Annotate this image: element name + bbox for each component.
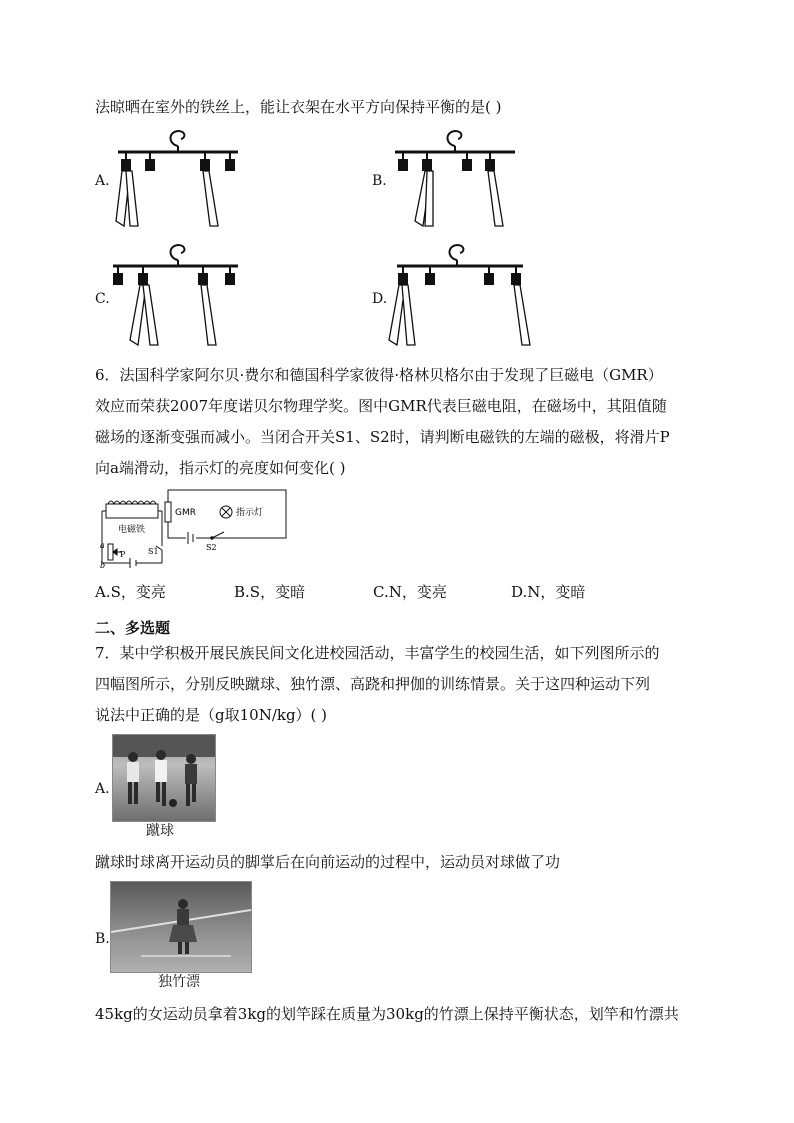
q7-option-a-text: 蹴球时球离开运动员的脚掌后在向前运动的过程中，运动员对球做了功 <box>95 853 561 871</box>
q5-stem: 法晾晒在室外的铁丝上，能让衣架在水平方向保持平衡的是( ) <box>95 98 502 116</box>
electromagnet-label: 电磁铁 <box>118 525 146 535</box>
hanger-d-figure <box>385 240 535 350</box>
switch-s1-label: S1 <box>148 547 159 556</box>
slider-p-label: P <box>120 550 126 559</box>
q5-option-c-label: C. <box>95 291 110 307</box>
circuit-diagram <box>100 488 290 570</box>
q6-option-b: B.S，变暗 <box>234 583 306 601</box>
q7-option-a-label: A. <box>95 781 110 797</box>
bamboo-rafting-photo <box>110 881 252 973</box>
section-title: 二、多选题 <box>95 619 171 637</box>
q5-option-d-label: D. <box>372 291 388 307</box>
q6-option-d: D.N，变暗 <box>511 583 586 601</box>
gmr-label: GMR <box>175 508 196 518</box>
hanger-b-figure <box>385 126 525 231</box>
kickball-caption: 蹴球 <box>146 823 174 839</box>
q7-line-1: 7．某中学积极开展民族民间文化进校园活动，丰富学生的校园生活，如下列图所示的 <box>95 644 660 662</box>
switch-s2-label: S2 <box>206 543 217 552</box>
q7-line-2: 四幅图所示，分别反映蹴球、独竹漂、高跷和押伽的训练情景。关于这四种运动下列 <box>95 675 651 693</box>
q6-line-4: 向a端滑动，指示灯的亮度如何变化( ) <box>95 459 346 477</box>
kickball-photo <box>112 734 216 822</box>
terminal-b-label: b <box>100 561 106 570</box>
q6-line-1: 6．法国科学家阿尔贝·费尔和德国科学家彼得·格林贝格尔由于发现了巨磁电（GMR） <box>95 366 663 384</box>
q5-option-b-label: B. <box>372 173 387 189</box>
q6-line-2: 效应而荣获2007年度诺贝尔物理学奖。图中GMR代表巨磁电阻，在磁场中，其阻值随 <box>95 397 667 415</box>
lamp-label: 指示灯 <box>236 508 264 518</box>
q5-option-a-label: A. <box>95 173 110 189</box>
q7-line-3: 说法中正确的是（g取10N/kg）( ) <box>95 706 328 724</box>
bamboo-rafting-caption: 独竹漂 <box>158 974 200 990</box>
q6-option-c: C.N，变亮 <box>373 583 447 601</box>
q7-option-b-label: B. <box>95 931 110 947</box>
q6-option-a: A.S，变亮 <box>95 583 166 601</box>
q7-option-b-text: 45kg的女运动员拿着3kg的划竿踩在质量为30kg的竹漂上保持平衡状态，划竿和竹漂共 <box>95 1005 679 1023</box>
hanger-a-figure <box>108 126 248 231</box>
q6-line-3: 磁场的逐渐变强而减小。当闭合开关S1、S2时，请判断电磁铁的左端的磁极，将滑片P <box>95 428 670 446</box>
hanger-c-figure <box>108 240 248 350</box>
terminal-a-label: a <box>100 541 105 550</box>
electromagnet-coil <box>106 501 158 518</box>
